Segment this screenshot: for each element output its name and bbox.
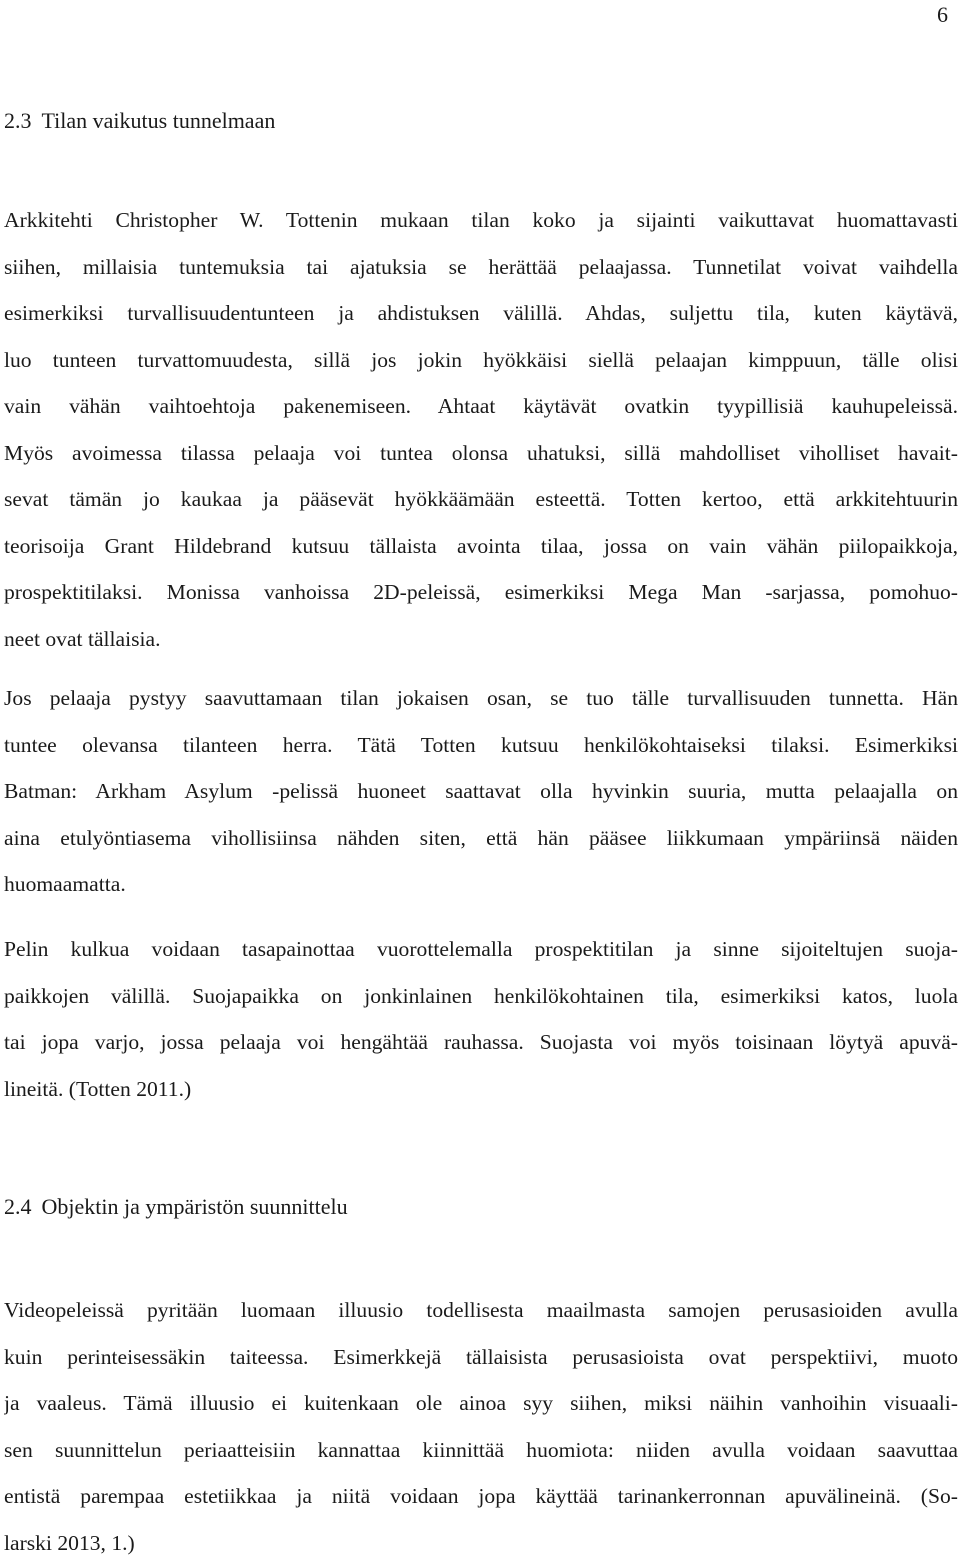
text-line: Myös avoimessa tilassa pelaaja voi tuntea olonsa uhatuksi, sillä mahdolliset viholliset havait- [4,430,958,477]
text-line: entistä parempaa estetiikkaa ja niitä voidaan jopa käyttää tarinankerronnan apuvälineinä. (So- [4,1473,958,1520]
text-line: ja vaaleus. Tämä illuusio ei kuitenkaan ole ainoa syy siihen, miksi näihin vanhoihin visuaali- [4,1380,958,1427]
section-heading [4,1194,348,1220]
text-line: tuntee olevansa tilanteen herra. Tätä Totten kutsuu henkilökohtaiseksi tilaksi. Esimerkiksi [4,722,958,769]
text-line: teorisoija Grant Hildebrand kutsuu tällaista avointa tilaa, jossa on vain vähän piilopaikkoja, [4,523,958,570]
text-line: luo tunteen turvattomuudesta, sillä jos jokin hyökkäisi siellä pelaajan kimppuun, tälle olisi [4,337,958,384]
text-line: tai jopa varjo, jossa pelaaja voi hengähtää rauhassa. Suojasta voi myös toisinaan löytyä apuvä- [4,1019,958,1066]
text-line: paikkojen välillä. Suojapaikka on jonkinlainen henkilökohtainen tila, esimerkiksi katos, luola [4,973,958,1020]
text-line: esimerkiksi turvallisuudentunteen ja ahdistuksen välillä. Ahdas, suljettu tila, kuten käytävä, [4,290,958,337]
text-line: neet ovat tällaisia. [4,616,958,663]
text-line: kuin perinteisessäkin taiteessa. Esimerkkejä tällaisista perusasioista ovat perspektiivi, muoto [4,1334,958,1381]
text-line: Jos pelaaja pystyy saavuttamaan tilan jokaisen osan, se tuo tälle turvallisuuden tunnetta. Hän [4,675,958,722]
text-line: sen suunnittelun periaatteisiin kannattaa kiinnittää huomiota: niiden avulla voidaan saavuttaa [4,1427,958,1474]
text-line: Videopeleissä pyritään luomaan illuusio todellisesta maailmasta samojen perusasioiden avulla [4,1287,958,1334]
text-line: aina etulyöntiasema vihollisiinsa nähden siten, että hän pääsee liikkumaan ympäriinsä näiden [4,815,958,862]
paragraph [4,197,958,662]
section-heading [4,108,275,134]
text-line: larski 2013, 1.) [4,1520,958,1566]
text-line: siihen, millaisia tuntemuksia tai ajatuksia se herättää pelaajassa. Tunnetilat voivat vaihdella [4,244,958,291]
text-line: Pelin kulkua voidaan tasapainottaa vuorottelemalla prospektitilan ja sinne sijoiteltujen suoja- [4,926,958,973]
text-line: huomaamatta. [4,861,958,908]
paragraph [4,675,958,908]
section-number: 2.3 [4,108,32,133]
paragraph [4,1287,958,1566]
text-line: Batman: Arkham Asylum -pelissä huoneet saattavat olla hyvinkin suuria, mutta pelaajalla on [4,768,958,815]
page-number: 6 [937,2,948,28]
text-line: lineitä. (Totten 2011.) [4,1066,958,1113]
section-title: Tilan vaikutus tunnelmaan [42,108,276,133]
text-line: sevat tämän jo kaukaa ja pääsevät hyökkäämään esteettä. Totten kertoo, että arkkitehtuurin [4,476,958,523]
text-line: prospektitilaksi. Monissa vanhoissa 2D-peleissä, esimerkiksi Mega Man -sarjassa, pomohuo- [4,569,958,616]
section-title: Objektin ja ympäristön suunnittelu [42,1194,348,1219]
paragraph [4,926,958,1112]
text-line: vain vähän vaihtoehtoja pakenemiseen. Ahtaat käytävät ovatkin tyypillisiä kauhupeleissä. [4,383,958,430]
text-line: Arkkitehti Christopher W. Tottenin mukaan tilan koko ja sijainti vaikuttavat huomattavasti [4,197,958,244]
section-number: 2.4 [4,1194,32,1219]
